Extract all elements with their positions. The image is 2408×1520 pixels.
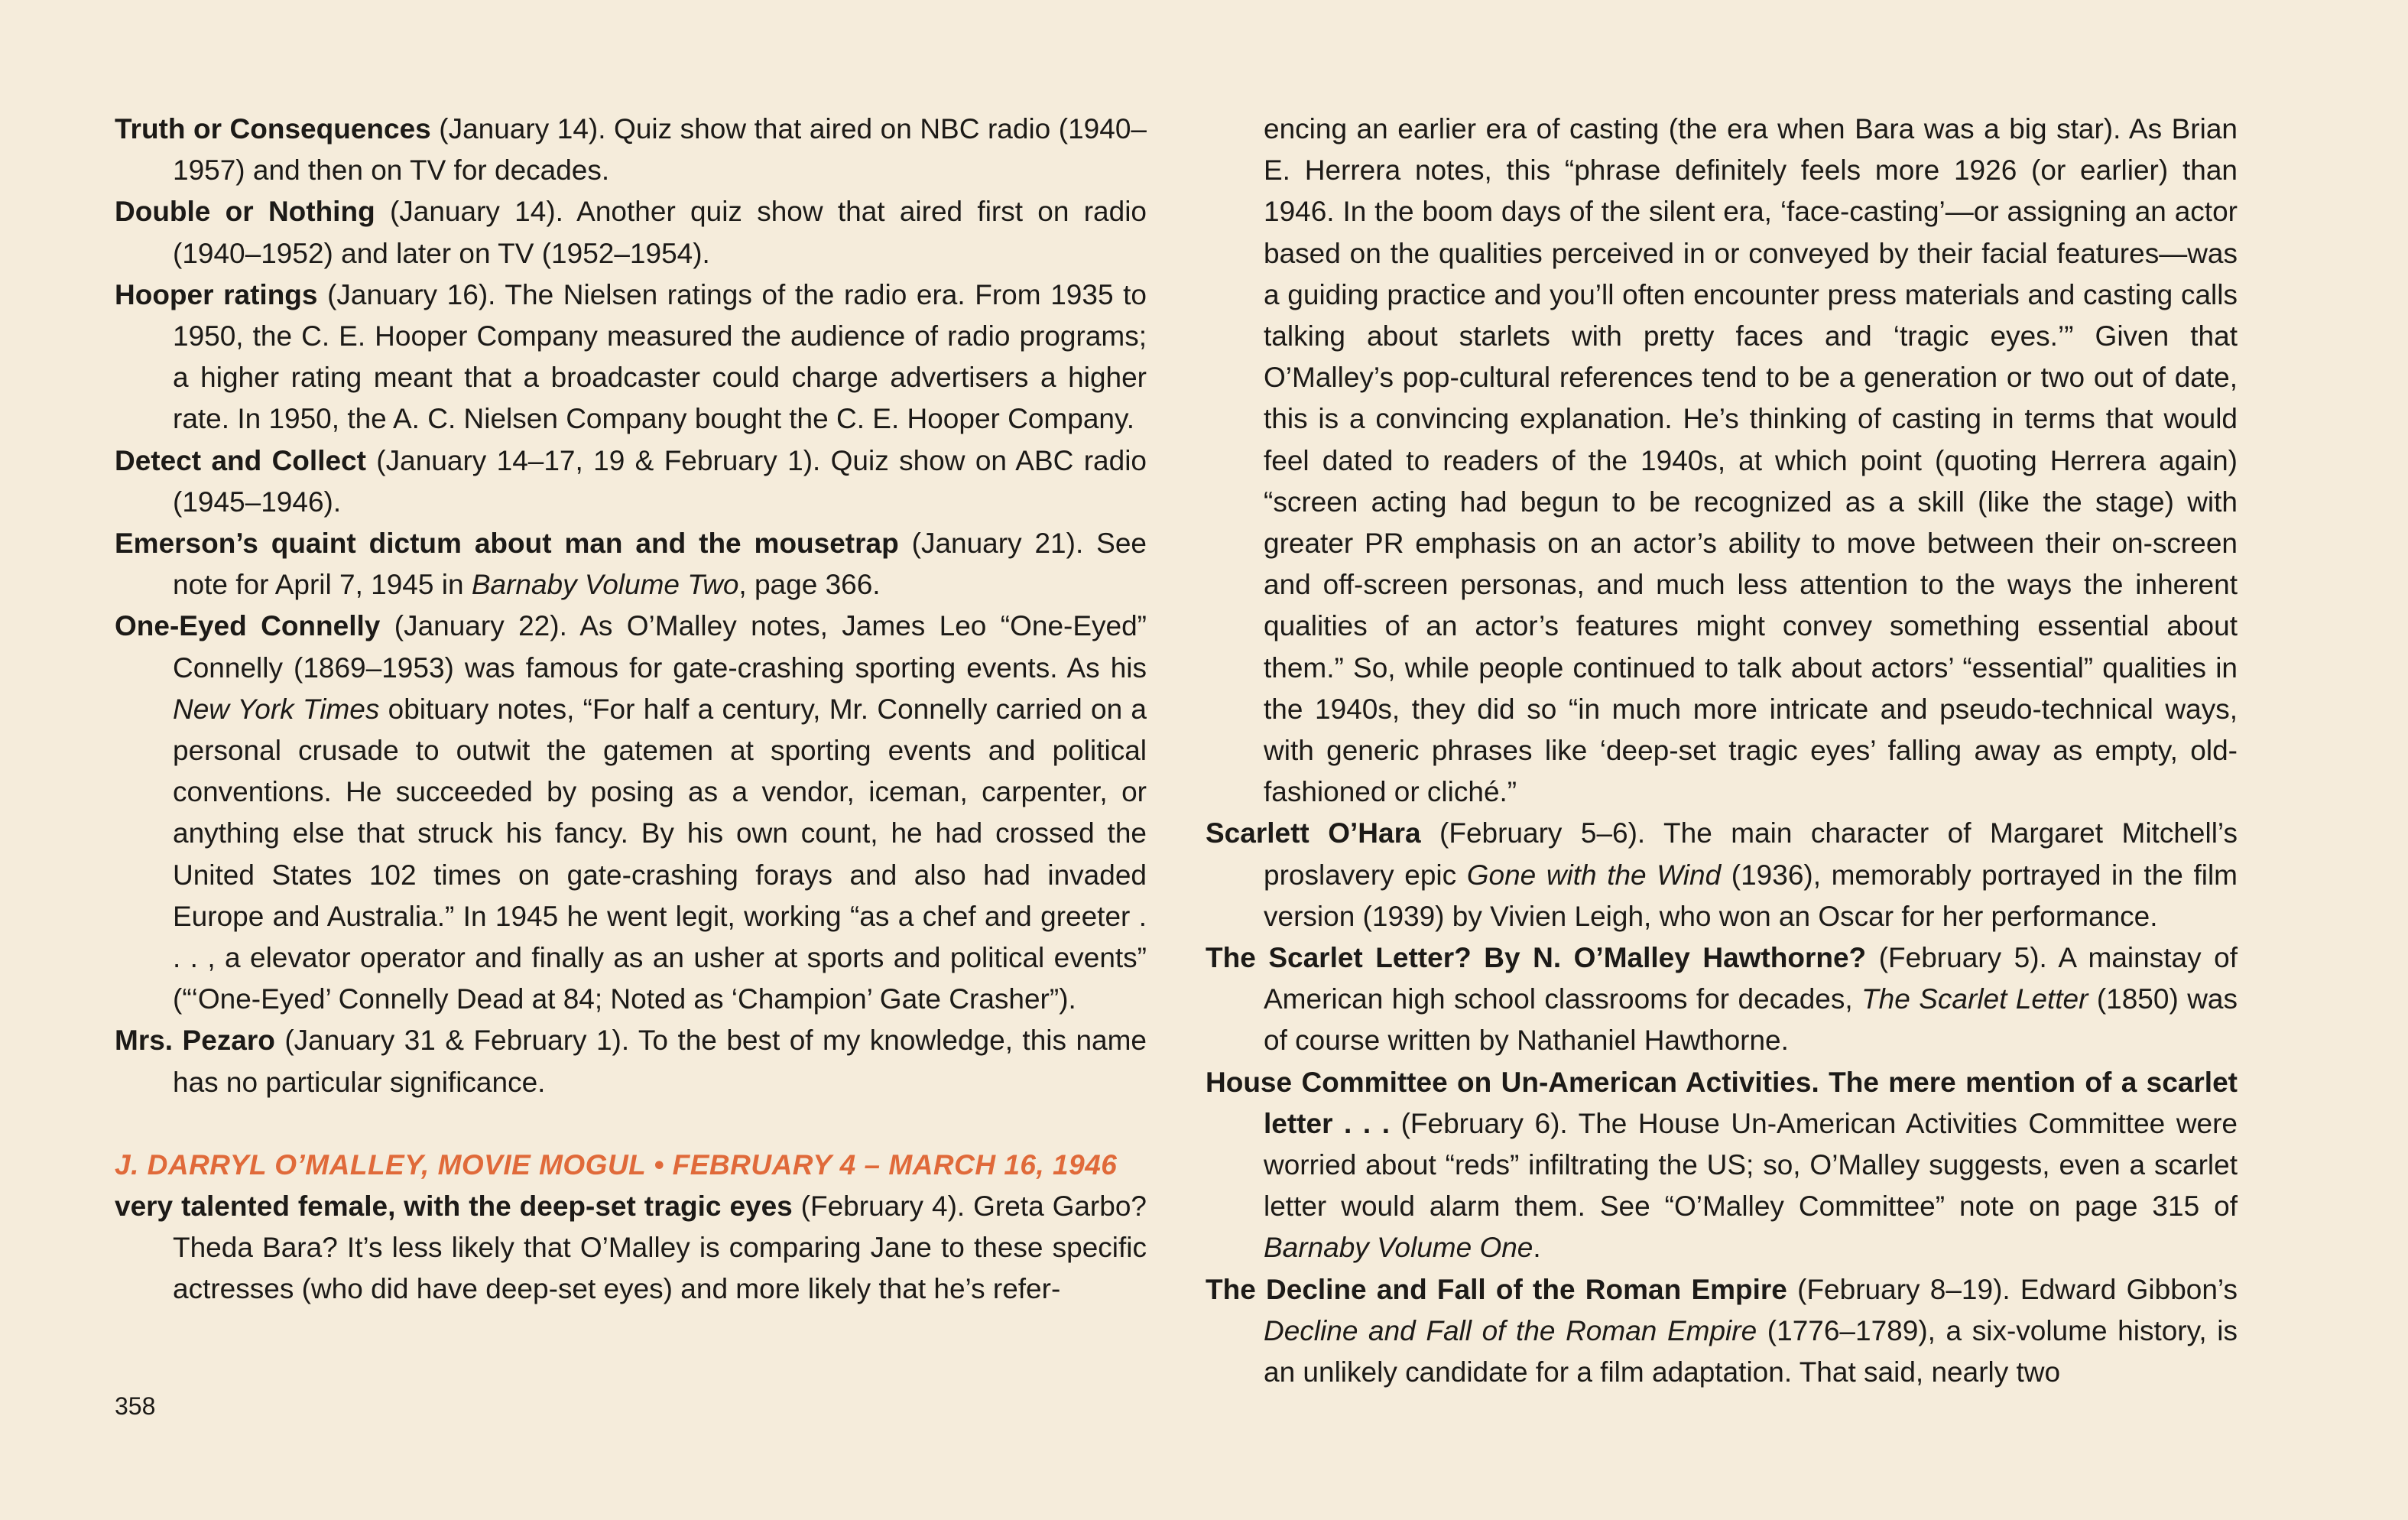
note-entry-decline-and-fall bbox=[1206, 1269, 2238, 1394]
right-column bbox=[1206, 109, 2238, 1393]
entry-text: (February 5). A mainstay of American high school classrooms for decades, bbox=[1264, 942, 2238, 1015]
note-entry-scarlet-letter bbox=[1206, 937, 2238, 1062]
entry-headword: very talented female, with the deep-set tragic eyes bbox=[115, 1190, 793, 1223]
entry-text: (February 8–19). Edward Gibbon’s bbox=[1787, 1273, 2238, 1305]
entry-text: (February 5–6). The main character of Margaret Mitchell’s proslavery epic bbox=[1264, 817, 2238, 891]
entry-headword: Detect and Collect bbox=[115, 444, 366, 476]
entry-text: (January 21). See note for April 7, 1945 in bbox=[173, 528, 1147, 601]
note-entry-deep-set-tragic-eyes bbox=[115, 1186, 1147, 1311]
entry-title-italic: Barnaby Volume One bbox=[1264, 1232, 1533, 1264]
entry-text: (January 14–17, 19 & February 1). Quiz show on ABC radio (1945–1946). bbox=[173, 444, 1147, 518]
entry-headword: Mrs. Pezaro bbox=[115, 1025, 275, 1057]
note-entry-mrs-pezaro bbox=[115, 1020, 1147, 1103]
entry-text: (January 22). As O’Malley notes, James Leo “One-Eyed” Connelly (1869–1953) was famous for gate-crashing sporting events. As his bbox=[173, 610, 1147, 684]
entry-headword: Double or Nothing bbox=[115, 196, 375, 228]
entry-text: (January 31 & February 1). To the best of my knowledge, this name has no particular significance. bbox=[173, 1025, 1147, 1098]
entry-text: (January 14). Another quiz show that aired first on radio (1940–1952) and later on TV (1952–1954). bbox=[173, 196, 1147, 269]
entry-text: (1850) was of course written by Nathaniel Hawthorne. bbox=[1264, 983, 2238, 1057]
entry-text: obituary notes, “For half a century, Mr. Connelly carried on a personal crusade to outwit the gatemen at sporting events and political conventions. He succeeded by posing as a vendor, iceman, carpenter, or anything else that struck his fancy. By his own count, he had crossed the United States 102 times on gate-crashing forays and also had invaded Europe and Australia.” In 1945 he went legit, working “as a chef and greeter . . . , a elevator operator and finally as an usher at sports and political events” (“‘One-Eyed’ Connelly Dead at 84; Noted as ‘Champion’ Gate Crasher”). bbox=[173, 693, 1147, 1015]
entry-title-italic: Decline and Fall of the Roman Empire bbox=[1264, 1314, 1757, 1346]
entry-title-italic: Barnaby Volume Two bbox=[471, 569, 739, 601]
left-column bbox=[115, 109, 1147, 1311]
note-entry-hooper-ratings bbox=[115, 274, 1147, 440]
entry-text: (February 4). Greta Garbo? Theda Bara? It’s less likely that O’Malley is comparing Jane to these specific actresses (who did have deep-set eyes) and more likely that he’s refer- bbox=[173, 1190, 1147, 1305]
entry-headword: Emerson’s quaint dictum about man and the mousetrap bbox=[115, 528, 899, 560]
note-entry-emerson-mousetrap bbox=[115, 523, 1147, 606]
entry-headword: The Scarlet Letter? By N. O’Malley Hawthorne? bbox=[1206, 942, 1867, 974]
entry-headword: Scarlett O’Hara bbox=[1206, 817, 1421, 849]
note-entry-double-or-nothing bbox=[115, 191, 1147, 274]
note-entry-scarlett-ohara bbox=[1206, 813, 2238, 937]
entry-headword: The Decline and Fall of the Roman Empire bbox=[1206, 1273, 1787, 1305]
entry-text: . bbox=[1533, 1232, 1541, 1264]
page-number: 358 bbox=[115, 1392, 156, 1420]
entry-headword: Truth or Consequences bbox=[115, 113, 431, 145]
entry-text: (1936), memorably portrayed in the film version (1939) by Vivien Leigh, who won an Oscar for her performance. bbox=[1264, 859, 2238, 932]
entry-text: (1776–1789), a six-volume history, is an unlikely candidate for a film adaptation. That said, nearly two bbox=[1264, 1314, 2238, 1388]
entry-text: (January 14). Quiz show that aired on NBC radio (1940–1957) and then on TV for decades. bbox=[173, 113, 1147, 187]
entry-title-italic: New York Times bbox=[173, 693, 380, 725]
entry-title-italic: The Scarlet Letter bbox=[1861, 983, 2088, 1015]
entry-text: (January 16). The Nielsen ratings of the radio era. From 1935 to 1950, the C. E. Hooper Company measured the audience of radio programs; a higher rating meant that a broadcaster could charge advertisers a higher rate. In 1950, the A. C. Nielsen Company bought the C. E. Hooper Company. bbox=[173, 278, 1147, 435]
entry-headword: Hooper ratings bbox=[115, 278, 318, 310]
entry-title-italic: Gone with the Wind bbox=[1466, 859, 1722, 891]
entry-headword: House Committee on Un-American Activities. The mere mention of a scarlet letter . . . bbox=[1206, 1066, 2238, 1139]
note-entry-detect-and-collect bbox=[115, 440, 1147, 523]
entry-headword: One-Eyed Connelly bbox=[115, 610, 381, 642]
section-title: J. DARRYL O’MALLEY, MOVIE MOGUL • FEBRUARY 4 – MARCH 16, 1946 bbox=[115, 1148, 1118, 1181]
entry-text: , page 366. bbox=[738, 569, 881, 601]
entry-text: (February 6). The House Un-American Activities Committee were worried about “reds” infiltrating the US; so, O’Malley suggests, even a scarlet letter would alarm them. See “O’Malley Committee” note on page 315 of bbox=[1264, 1107, 2238, 1223]
note-entry-one-eyed-connelly bbox=[115, 606, 1147, 1020]
note-entry-huac bbox=[1206, 1062, 2238, 1269]
note-entry-truth-or-consequences bbox=[115, 109, 1147, 191]
note-continuation: encing an earlier era of casting (the era when Bara was a big star). As Brian E. Herrera notes, this “phrase definitely feels more 1926 (or earlier) than 1946. In the boom days of the silent era, ‘face-casting’—or assigning an actor based on the qualities perceived in or conveyed by their facial features—was a guiding practice and you’ll often encounter press materials and casting calls talking about starlets with pretty faces and ‘tragic eyes.’” Given that O’Malley’s pop-cultural references tend to be a generation or two out of date, this is a convincing explanation. He’s thinking of casting in terms that would feel dated to readers of the 1940s, at which point (quoting Herrera again) “screen acting had begun to be recognized as a skill (like the stage) with greater PR emphasis on an actor’s ability to move between their on-screen and off-screen personas, and much less attention to the ways the inherent qualities of an actor’s features might convey something essential about them.” So, while people continued to talk about actors’ “essential” qualities in the 1940s, they did so “in much more intricate and pseudo-technical ways, with generic phrases like ‘deep-set tragic eyes’ falling away as empty, old-fashioned or cliché.” bbox=[1264, 113, 2238, 808]
